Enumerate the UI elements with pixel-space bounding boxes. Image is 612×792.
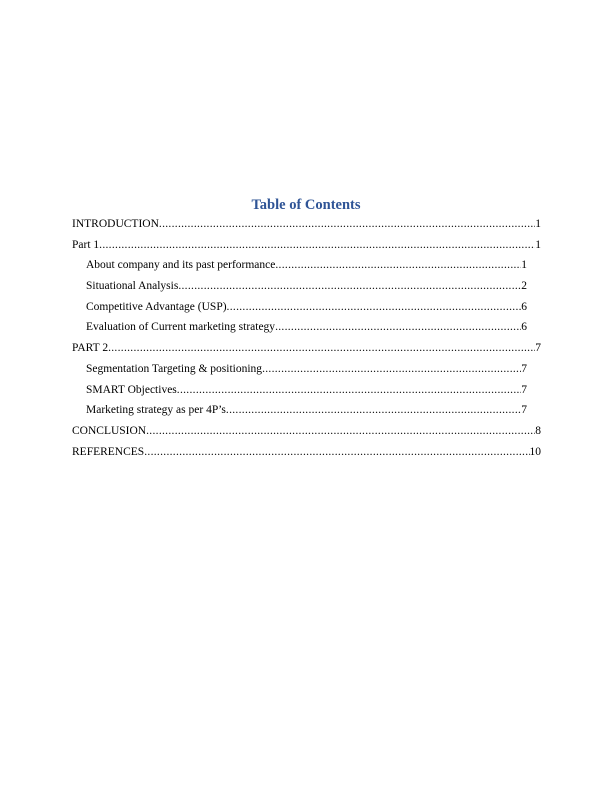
toc-entry-label: Marketing strategy as per 4P’s: [86, 404, 226, 417]
dot-leader: [108, 338, 535, 359]
toc-entry-introduction[interactable]: [72, 214, 541, 235]
toc-entry-label: Segmentation Targeting & positioning: [86, 362, 263, 375]
toc-title: Table of Contents: [251, 197, 361, 213]
toc-entry-references[interactable]: [72, 442, 541, 463]
toc-page-number: 6: [521, 300, 527, 313]
dot-leader: [159, 214, 535, 235]
toc-page-number: 1: [535, 218, 541, 230]
toc-page-number: 7: [535, 342, 541, 355]
toc-entry-smart-objectives[interactable]: [86, 380, 527, 401]
dot-leader: [275, 255, 521, 276]
dot-leader: [99, 235, 535, 256]
toc-entry-label: REFERENCES: [72, 445, 145, 458]
dot-leader: [262, 359, 521, 380]
toc-page-number: 10: [529, 445, 541, 458]
toc-entry-part-2[interactable]: [72, 338, 541, 359]
toc-entry-label: PART 2: [72, 342, 109, 355]
dot-leader: [144, 442, 529, 463]
dot-leader: [146, 421, 535, 442]
toc-entry-label: Situational Analysis: [86, 280, 179, 293]
dot-leader: [177, 380, 521, 401]
toc-entry-competitive-advantage[interactable]: [86, 297, 527, 318]
dot-leader: [178, 276, 521, 297]
toc-page-number: 6: [521, 321, 527, 334]
toc-entry-label: Part 1: [72, 238, 100, 251]
toc-page-number: 1: [521, 259, 527, 272]
toc-page-number: 1: [535, 238, 541, 251]
toc-entry-label: CONCLUSION: [72, 424, 147, 437]
toc-entry-situational-analysis[interactable]: [86, 276, 527, 297]
toc-entry-evaluation-strategy[interactable]: [86, 317, 527, 338]
toc-entry-label: Competitive Advantage (USP): [86, 300, 227, 313]
toc-entry-part-1[interactable]: [72, 235, 541, 256]
toc-entry-label: About company and its past performance: [86, 259, 276, 272]
dot-leader: [275, 317, 521, 338]
toc-entry-label: SMART Objectives: [86, 383, 177, 396]
dot-leader: [227, 297, 522, 318]
toc-page-number: 7: [521, 362, 527, 375]
table-of-contents: [72, 214, 542, 462]
toc-entry-conclusion[interactable]: [72, 421, 541, 442]
toc-entry-about-company[interactable]: [86, 255, 527, 276]
toc-page-number: 8: [535, 424, 541, 437]
toc-entry-segmentation[interactable]: [86, 359, 527, 380]
toc-page-number: 2: [521, 280, 527, 293]
toc-entry-label: INTRODUCTION: [72, 218, 159, 230]
toc-entry-marketing-4ps[interactable]: [86, 400, 527, 421]
toc-entry-label: Evaluation of Current marketing strategy: [86, 321, 276, 334]
dot-leader: [226, 400, 521, 421]
toc-page-number: 7: [521, 383, 527, 396]
toc-page-number: 7: [521, 404, 527, 417]
